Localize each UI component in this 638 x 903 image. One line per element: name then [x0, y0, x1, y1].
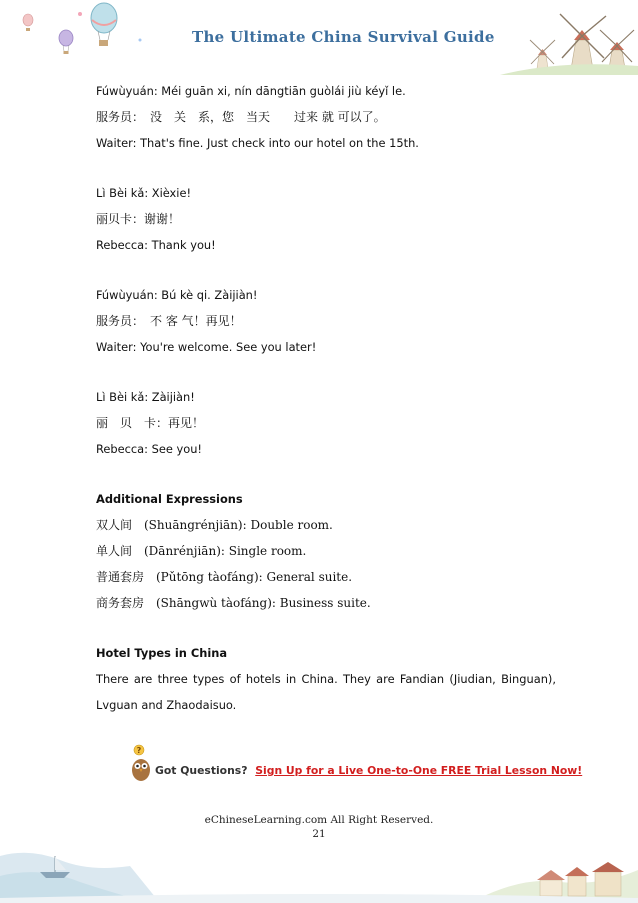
pinyin-line: Lì Bèi kǎ: Xièxie! [96, 186, 192, 200]
page-content [96, 78, 556, 718]
balloon-tiny-icon [23, 14, 33, 31]
page-number: 21 [312, 828, 326, 840]
english-line: Waiter: That's fine. Just check into our hotel on the 15th. [96, 136, 419, 150]
english-line: Rebecca: Thank you! [96, 238, 216, 252]
expression-item: 商务套房 (Shāngwù tàofáng): Business suite. [96, 596, 371, 610]
expression-item: 单人间 (Dānrénjiān): Single room. [96, 544, 307, 558]
promo-banner [130, 744, 583, 784]
expression-item: 双人间 (Shuāngrénjiān): Double room. [96, 518, 333, 532]
copyright-text: eChineseLearning.com All Right Reserved. [204, 814, 434, 826]
house-icon [537, 862, 624, 896]
expression-item: 普通套房 (Pǔtōng tàofáng): General suite. [96, 570, 353, 584]
star-icon [78, 12, 82, 16]
svg-text:?: ? [136, 746, 142, 755]
chinese-line: 服务员： 没 关 系，您 当天 过来 就 可以了。 [96, 110, 386, 124]
promo-question: Got Questions? [155, 764, 248, 777]
chinese-line: 丽 贝 卡：再见！ [96, 416, 205, 430]
section-heading-additional-expressions: Additional Expressions [96, 492, 243, 506]
pinyin-line: Fúwùyuán: Bú kè qi. Zàijiàn! [96, 288, 258, 302]
english-line: Rebecca: See you! [96, 442, 202, 456]
owl-question-icon [130, 744, 152, 782]
balloon-small-icon [59, 30, 73, 54]
english-line: Waiter: You're welcome. See you later! [96, 340, 317, 354]
pinyin-line: Lì Bèi kǎ: Zàijiàn! [96, 390, 195, 404]
star-icon [139, 39, 142, 42]
pinyin-line: Fúwùyuán: Méi guān xi, nín dāngtiān guòlái jiù kéyǐ le. [96, 84, 406, 98]
section-heading-hotel-types: Hotel Types in China [96, 646, 228, 660]
chinese-line: 服务员： 不 客 气！再见！ [96, 314, 242, 328]
guide-title: The Ultimate China Survival Guide [192, 28, 495, 46]
trial-lesson-link[interactable]: Sign Up for a Live One-to-One FREE Trial Lesson Now! [255, 764, 583, 777]
chinese-line: 丽贝卡：谢谢！ [96, 212, 181, 226]
hotel-types-paragraph: There are three types of hotels in China. They are Fandian (Jiudian, Binguan), Lvguan and Zhaodaisuo. [96, 672, 556, 712]
balloon-large-icon [91, 3, 117, 46]
